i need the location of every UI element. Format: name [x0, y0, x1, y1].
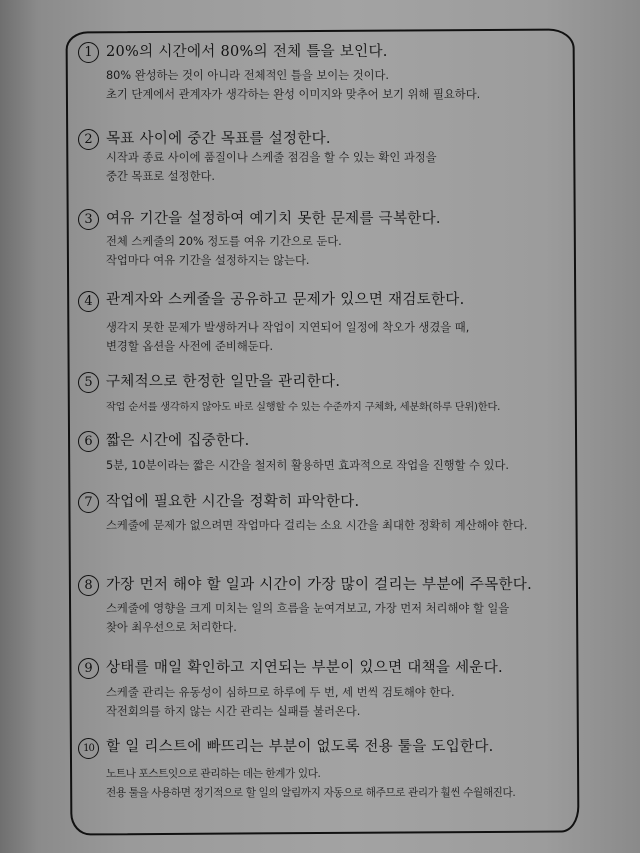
item-description	[106, 66, 480, 104]
description-line: 80% 완성하는 것이 아니라 전체적인 틀을 보이는 것이다.	[106, 69, 390, 82]
description-line: 전체 스케줄의 20% 정도를 여유 기간으로 둔다.	[106, 235, 342, 248]
description-line: 중간 목표로 설정한다.	[106, 170, 215, 183]
item-description	[106, 765, 515, 803]
item-description	[106, 599, 509, 637]
description-line: 작전회의를 하지 않는 시간 관리는 실패를 불러온다.	[106, 705, 361, 718]
description-line: 스케줄에 문제가 없으려면 작업마다 걸리는 소요 시간을 최대한 정확히 계산해야 한다.	[106, 519, 528, 532]
item-title: 여유 기간을 설정하여 예기치 못한 문제를 극복한다.	[106, 211, 441, 227]
description-line: 초기 단계에서 관계자가 생각하는 완성 이미지와 맞추어 보기 위해 필요하다.	[106, 88, 481, 101]
item-description	[106, 683, 455, 721]
item-number-badge: 9	[78, 658, 99, 679]
item-title: 짧은 시간에 집중한다.	[106, 433, 250, 449]
description-line: 작업 순서를 생각하지 않아도 바로 실행할 수 있는 수준까지 구체화, 세분화(하루 단위)한다.	[106, 402, 501, 413]
description-line: 생각지 못한 문제가 발생하거나 작업이 지연되어 일정에 착오가 생겼을 때,	[106, 321, 470, 334]
item-description	[106, 318, 469, 356]
item-description	[106, 232, 342, 270]
item-description	[106, 456, 509, 475]
description-line: 시작과 종료 사이에 품질이나 스케줄 점검을 할 수 있는 확인 과정을	[106, 151, 437, 164]
description-line: 변경할 옵션을 사전에 준비해둔다.	[106, 340, 274, 353]
description-line: 5분, 10분이라는 짧은 시간을 철저히 활용하면 효과적으로 작업을 진행할 수 있다.	[106, 459, 509, 472]
item-description	[106, 516, 527, 535]
item-number-badge: 8	[78, 575, 99, 596]
item-number-badge: 3	[78, 209, 99, 230]
description-line: 노트나 포스트잇으로 관리하는 데는 한계가 있다.	[106, 768, 321, 780]
item-number-badge: 6	[78, 431, 99, 452]
item-number-badge: 10	[78, 738, 99, 759]
description-line: 스케줄에 영향을 크게 미치는 일의 흐름을 눈여겨보고, 가장 먼저 처리해야 할 일을	[106, 602, 510, 615]
item-title: 목표 사이에 중간 목표를 설정한다.	[106, 131, 331, 147]
description-line: 작업마다 여유 기간을 설정하지는 않는다.	[106, 254, 310, 267]
item-title: 상태를 매일 확인하고 지연되는 부분이 있으면 대책을 세운다.	[106, 660, 503, 676]
item-title: 가장 먼저 해야 할 일과 시간이 가장 많이 걸리는 부분에 주목한다.	[106, 577, 532, 593]
item-title: 관계자와 스케줄을 공유하고 문제가 있으면 재검토한다.	[106, 292, 465, 308]
item-description	[106, 148, 437, 186]
description-line: 찾아 최우선으로 처리한다.	[106, 621, 237, 634]
item-title: 20%의 시간에서 80%의 전체 틀을 보인다.	[106, 44, 388, 60]
item-number-badge: 5	[78, 372, 99, 393]
item-number-badge: 4	[78, 291, 99, 312]
item-title: 구체적으로 한정한 일만을 관리한다.	[106, 374, 341, 390]
item-number-badge: 1	[78, 42, 99, 63]
description-line: 전용 툴을 사용하면 정기적으로 할 일의 알림까지 자동으로 해주므로 관리가 훨씬 수월해진다.	[106, 787, 516, 799]
description-line: 스케줄 관리는 유동성이 심하므로 하루에 두 번, 세 번씩 검토해야 한다.	[106, 686, 455, 699]
item-description	[106, 398, 500, 417]
item-number-badge: 2	[78, 129, 99, 150]
item-number-badge: 7	[78, 492, 99, 513]
item-title: 할 일 리스트에 빠뜨리는 부분이 없도록 전용 툴을 도입한다.	[106, 739, 494, 755]
item-title: 작업에 필요한 시간을 정확히 파악한다.	[106, 494, 360, 510]
